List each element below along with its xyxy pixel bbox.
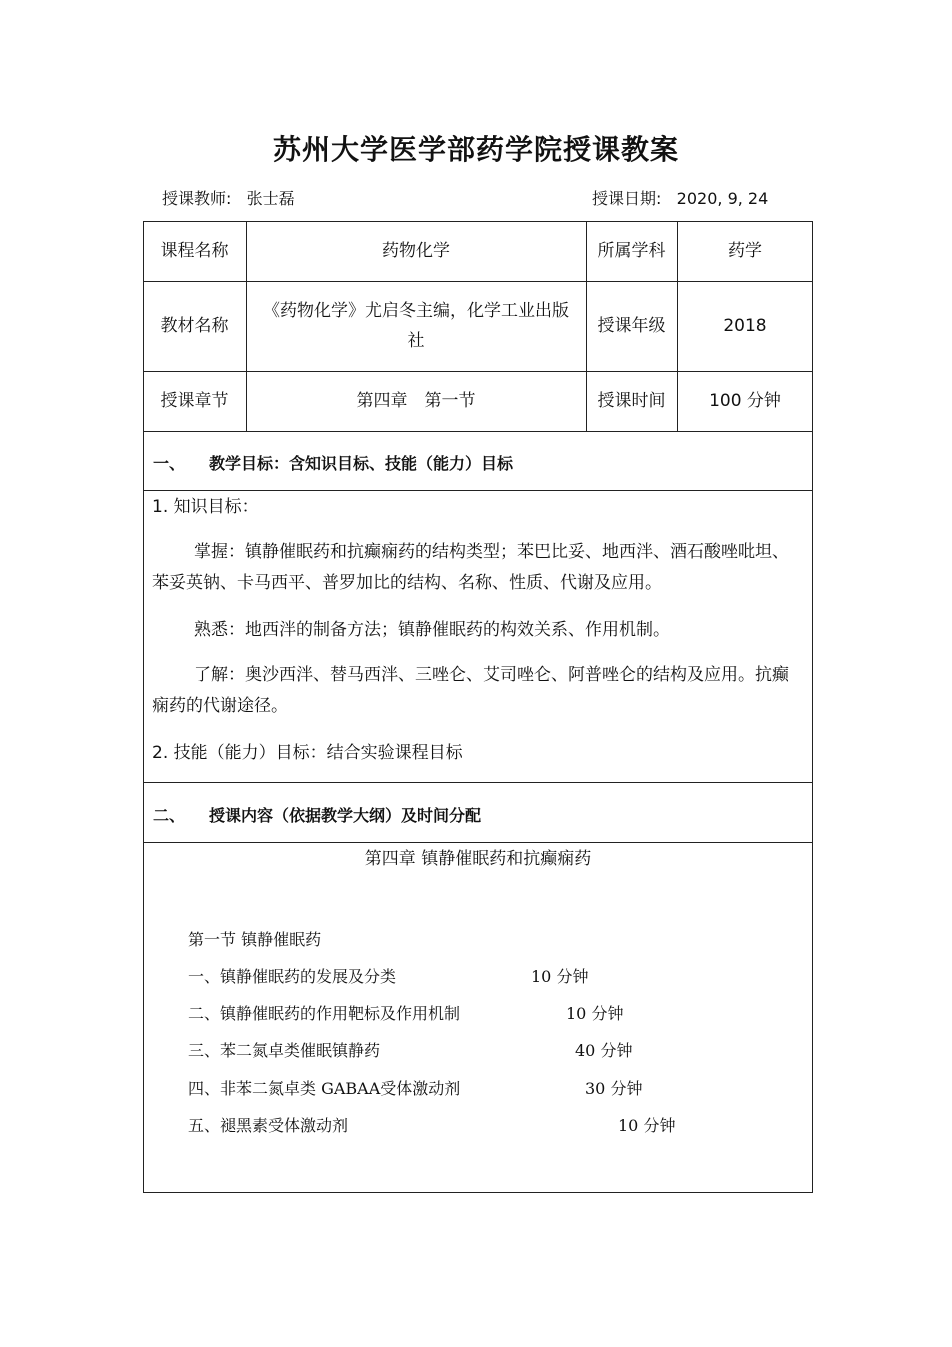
topic-time: 10 分钟 [566, 1004, 624, 1023]
page-title: 苏州大学医学部药学院授课教案 [272, 133, 679, 166]
discipline-value: 药学 [728, 241, 762, 261]
topic-item: 三、苯二氮卓类催眠镇静药 [188, 1041, 381, 1060]
grade-value: 2018 [723, 316, 767, 336]
section2-heading [153, 803, 481, 826]
duration-label: 授课时间 [597, 391, 666, 411]
topic-item: 四、非苯二氮卓类 GABAA受体激动剂 [188, 1079, 461, 1098]
chapter-label: 授课章节 [160, 391, 229, 411]
teacher-label: 授课教师: [162, 189, 232, 208]
section2-title: 授课内容（依据教学大纲）及时间分配 [209, 806, 482, 825]
grid-line [143, 490, 813, 491]
duration-value: 100 分钟 [709, 391, 781, 411]
textbook-value: 《药物化学》尤启冬主编，化学工业出版社 [263, 301, 569, 351]
grid-line [143, 431, 813, 432]
topic-time: 10 分钟 [531, 967, 589, 986]
discipline-label: 所属学科 [597, 241, 666, 261]
topic-time: 40 分钟 [575, 1041, 633, 1060]
textbook-label: 教材名称 [160, 316, 229, 336]
date-line [592, 186, 768, 209]
topic-time: 10 分钟 [618, 1116, 676, 1135]
master-goal: 掌握：镇静催眠药和抗癫痫药的结构类型；苯巴比妥、地西泮、酒石酸唑吡坦、苯妥英钠、卡马西平、普罗加比的结构、名称、性质、代谢及应用。 [152, 542, 789, 593]
course-name-value: 药物化学 [382, 241, 450, 261]
teacher-value: 张士磊 [246, 189, 295, 208]
familiar-goal: 熟悉：地西泮的制备方法；镇静催眠药的构效关系、作用机制。 [194, 620, 670, 640]
topic-item: 五、褪黑素受体激动剂 [188, 1116, 349, 1135]
section2-number: 二、 [153, 806, 186, 825]
topic-item: 二、镇静催眠药的作用靶标及作用机制 [188, 1004, 461, 1023]
chapter-value: 第四章 第一节 [356, 391, 476, 411]
teacher-line [162, 186, 295, 209]
chapter-title: 第四章 镇静催眠药和抗癫痫药 [364, 849, 592, 869]
topic-time: 30 分钟 [585, 1079, 643, 1098]
section1-number: 一、 [153, 454, 186, 473]
skill-goal: 2. 技能（能力）目标：结合实验课程目标 [152, 743, 463, 763]
topic-item: 一、镇静催眠药的发展及分类 [188, 967, 397, 986]
date-label: 授课日期: [592, 189, 662, 208]
course-name-label: 课程名称 [160, 241, 229, 261]
grid-line [143, 782, 813, 783]
section1-heading [153, 451, 513, 474]
understand-goal: 了解：奥沙西泮、替马西泮、三唑仑、艾司唑仑、阿普唑仑的结构及应用。抗癫痫药的代谢途径。 [152, 665, 789, 716]
knowledge-goal-label: 1. 知识目标： [152, 497, 259, 517]
grid-line [143, 842, 813, 843]
section-subtitle: 第一节 镇静催眠药 [188, 930, 322, 949]
date-value: 2020, 9, 24 [676, 189, 769, 208]
grade-label: 授课年级 [597, 316, 666, 336]
section1-title: 教学目标：含知识目标、技能（能力）目标 [209, 454, 514, 473]
